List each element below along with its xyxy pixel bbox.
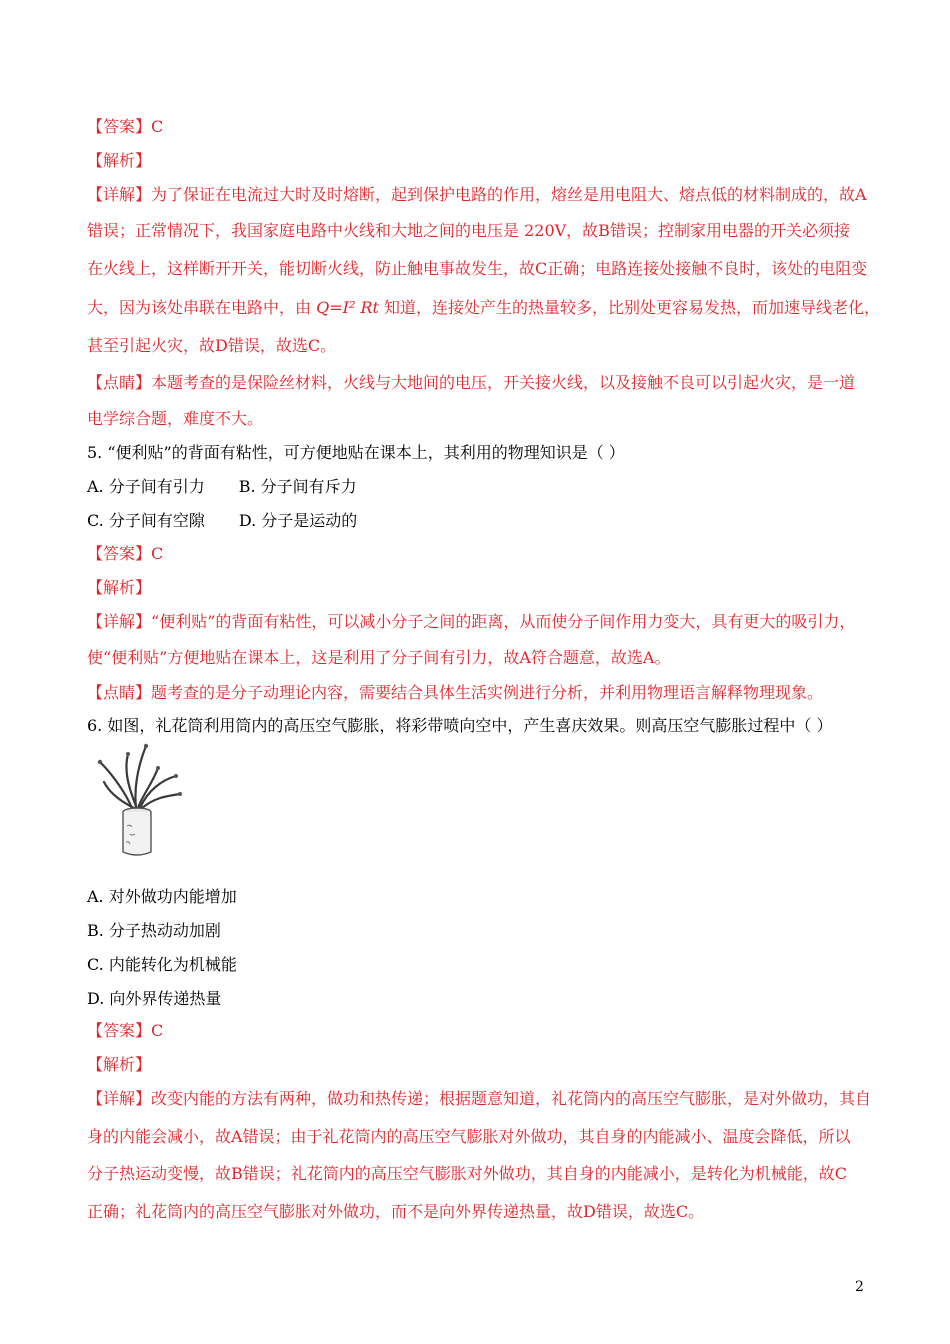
q6-detail-line-4: 正确；礼花筒内的高压空气膨胀对外做功，而不是向外界传递热量，故D错误，故选C。 — [87, 1202, 705, 1221]
q5-options-row-2 — [87, 510, 357, 532]
q5-option-a: A. 分子间有引力 — [87, 477, 205, 496]
q6-detail-line-3: 分子热运动变慢，故B错误；礼花筒内的高压空气膨胀对外做功，其自身的内能减小，是转化为机械能，故C — [87, 1164, 848, 1183]
q4-detail-text-4b: 知道，连接处产生的热量较多，比别处更容易发热，而加速导线老化， — [378, 298, 881, 317]
q6-option-b: B. 分子热动动加剧 — [87, 921, 221, 940]
q5-comment-text-1: 题考查的是分子动理论内容，需要结合具体生活实例进行分析，并利用物理语言解释物理现象。 — [151, 683, 824, 702]
q4-detail-line-2: 错误；正常情况下，我国家庭电路中火线和大地之间的电压是 220V，故B错误；控制家用电器的开关必须接 — [87, 221, 850, 240]
q4-detail-tag: 【详解】 — [87, 185, 152, 204]
q5-option-b: B. 分子间有斥力 — [238, 477, 357, 496]
q6-detail-line-2: 身的内能会减小，故A错误；由于礼花筒内的高压空气膨胀对外做功，其自身的内能减小、温度会降低，所以 — [87, 1127, 851, 1146]
q4-detail-text-1: 为了保证在电流过大时及时熔断，起到保护电路的作用，熔丝是用电阻大、熔点低的材料制成的，故A — [151, 185, 867, 204]
q5-analysis-label: 【解析】 — [87, 578, 152, 597]
q4-comment-text-1: 本题考查的是保险丝材料，火线与大地间的电压，开关接火线，以及接触不良可以引起火灾，是一道 — [151, 373, 856, 392]
page-number: 2 — [855, 1279, 864, 1295]
q5-comment-line-1 — [87, 682, 823, 704]
q6-option-a: A. 对外做功内能增加 — [87, 887, 237, 906]
q6-detail-line-1 — [87, 1088, 871, 1110]
q5-detail-tag: 【详解】 — [87, 612, 152, 631]
q4-comment-line-2: 电学综合题，难度不大。 — [87, 409, 264, 428]
q5-comment-tag: 【点睛】 — [87, 683, 152, 702]
q6-detail-text-1: 改变内能的方法有两种，做功和热传递；根据题意知道，礼花筒内的高压空气膨胀，是对外做功，其自 — [151, 1089, 872, 1108]
q4-detail-line-5: 甚至引起火灾，故D错误，故选C。 — [87, 336, 337, 355]
q4-comment-tag: 【点睛】 — [87, 373, 152, 392]
q6-option-d: D. 向外界传递热量 — [87, 989, 222, 1008]
q5-option-d: D. 分子是运动的 — [238, 511, 358, 530]
q4-detail-line-1 — [87, 184, 867, 206]
q5-answer: 【答案】C — [87, 544, 164, 563]
q5-options-row-1 — [87, 476, 357, 498]
q5-detail-text-1: “便利贴”的背面有粘性，可以减小分子之间的距离，从而使分子间作用力变大，具有更大的吸引力， — [151, 612, 856, 631]
q4-detail-text-4a: 大，因为该处串联在电路中，由 — [87, 298, 317, 317]
q4-detail-line-3: 在火线上，这样断开开关，能切断火线，防止触电事故发生，故C正确；电路连接处接触不良时，该处的电阻变 — [87, 259, 868, 278]
q5-stem: 5. “便利贴”的背面有粘性，可方便地贴在课本上，其利用的物理知识是（ ） — [87, 443, 625, 462]
q4-answer: 【答案】C — [87, 117, 164, 136]
q4-formula: Q=I² Rt — [316, 298, 379, 317]
q4-analysis-label: 【解析】 — [87, 151, 152, 170]
q6-answer: 【答案】C — [87, 1021, 164, 1040]
q6-detail-tag: 【详解】 — [87, 1089, 152, 1108]
q5-option-c: C. 分子间有空隙 — [87, 511, 205, 530]
q4-detail-line-4 — [87, 297, 880, 319]
party-popper-figure — [92, 736, 184, 860]
q5-detail-line-1 — [87, 611, 855, 633]
q6-option-c: C. 内能转化为机械能 — [87, 955, 237, 974]
q6-analysis-label: 【解析】 — [87, 1055, 152, 1074]
q5-detail-line-2: 使“便利贴”方便地贴在课本上，这是利用了分子间有引力，故A符合题意，故选A。 — [87, 648, 671, 667]
q4-comment-line-1 — [87, 372, 855, 394]
q6-stem: 6. 如图，礼花筒利用筒内的高压空气膨胀，将彩带喷向空中，产生喜庆效果。则高压空气膨胀过程中（ ） — [87, 716, 833, 735]
